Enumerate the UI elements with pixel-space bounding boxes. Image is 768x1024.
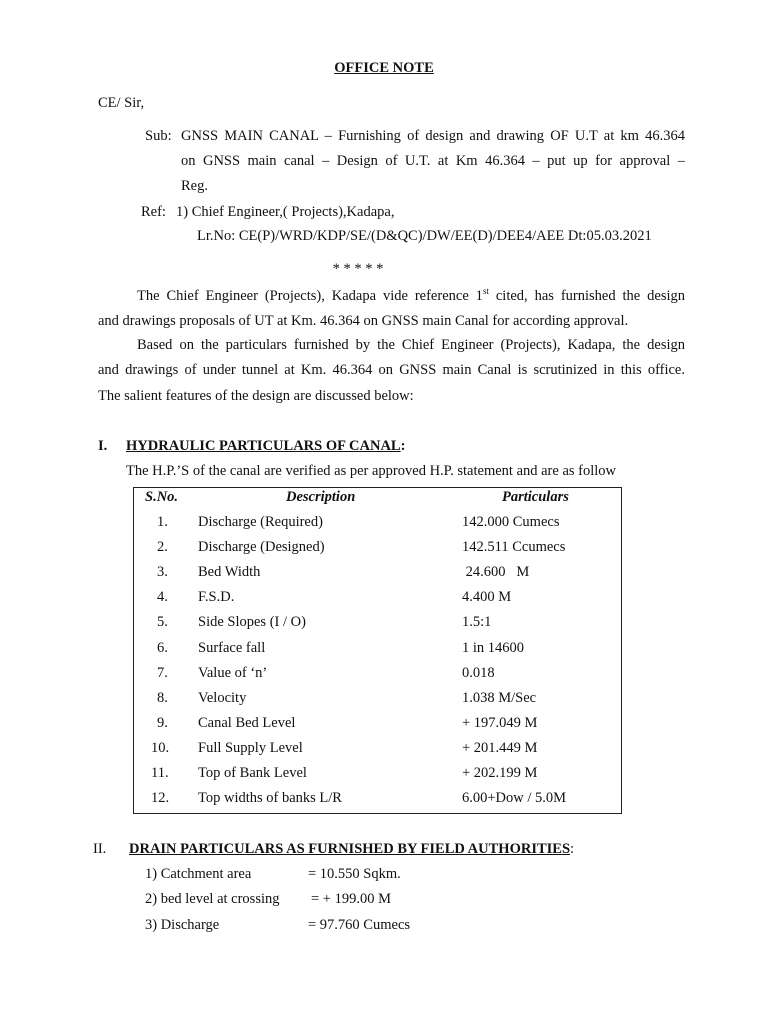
table-cell-sno: 3.: [157, 564, 168, 580]
reference-line-1: 1) Chief Engineer,( Projects),Kadapa,: [176, 204, 395, 220]
subject-label: Sub:: [145, 128, 172, 144]
table-cell-sno: 11.: [151, 765, 169, 781]
table-header-sno: S.No.: [145, 489, 179, 505]
drain-item-2-value: = + 199.00 M: [311, 891, 391, 907]
section-2-number: II.: [93, 841, 107, 857]
drain-item-2-label: 2) bed level at crossing: [145, 891, 280, 907]
table-cell-particulars: 1 in 14600: [462, 640, 525, 656]
table-cell-sno: 1.: [157, 514, 168, 530]
table-header-particulars: Particulars: [502, 489, 569, 505]
table-header-description: Description: [286, 489, 356, 505]
table-cell-sno: 2.: [157, 539, 168, 555]
table-cell-particulars: + 201.449 M: [462, 740, 538, 756]
section-1-number: I.: [98, 438, 108, 454]
table-cell-description: Full Supply Level: [198, 740, 303, 756]
paragraph-1-line-1: The Chief Engineer (Projects), Kadapa vide reference 1st cited, has furnished the design: [137, 286, 686, 304]
table-cell-description: Top widths of banks L/R: [198, 790, 342, 806]
subject-line-1: GNSS MAIN CANAL – Furnishing of design and drawing OF U.T at km 46.364: [181, 128, 685, 144]
table-cell-particulars: + 202.199 M: [462, 765, 538, 781]
salutation: CE/ Sir,: [98, 95, 145, 111]
page-title: OFFICE NOTE: [334, 60, 434, 76]
table-cell-sno: 7.: [157, 665, 168, 681]
table-cell-particulars: + 197.049 M: [462, 715, 538, 731]
table-cell-description: Discharge (Required): [198, 514, 323, 530]
section-1-intro: The H.P.’S of the canal are verified as per approved H.P. statement and are as follow: [126, 463, 617, 479]
reference-label: Ref:: [141, 204, 166, 220]
paragraph-2-line-3: The salient features of the design are discussed below:: [98, 388, 414, 404]
table-cell-description: Side Slopes (I / O): [198, 614, 306, 630]
table-cell-sno: 12.: [151, 790, 170, 806]
drain-item-3-label: 3) Discharge: [145, 917, 220, 933]
paragraph-1-line-2: and drawings proposals of UT at Km. 46.364 on GNSS main Canal for according approval.: [98, 313, 629, 329]
table-cell-description: Discharge (Designed): [198, 539, 325, 555]
table-cell-sno: 9.: [157, 715, 168, 731]
table-cell-particulars: 1.5:1: [462, 614, 492, 630]
section-2-heading: DRAIN PARTICULARS AS FURNISHED BY FIELD AUTHORITIES:: [129, 841, 575, 857]
table-cell-particulars: 0.018: [462, 665, 495, 681]
section-1-heading: HYDRAULIC PARTICULARS OF CANAL:: [126, 438, 406, 454]
table-cell-particulars: 24.600 M: [462, 564, 530, 580]
table-cell-particulars: 1.038 M/Sec: [462, 690, 537, 706]
reference-line-2: Lr.No: CE(P)/WRD/KDP/SE/(D&QC)/DW/EE(D)/DEE4/AEE Dt:05.03.2021: [197, 228, 652, 244]
paragraph-2-line-1: Based on the particulars furnished by the Chief Engineer (Projects), Kadapa, the design: [137, 337, 685, 353]
table-cell-description: Canal Bed Level: [198, 715, 296, 731]
table-cell-description: Surface fall: [198, 640, 266, 656]
subject-line-3: Reg.: [181, 178, 208, 194]
table-cell-description: Velocity: [198, 690, 247, 706]
separator-stars: * * * * *: [332, 261, 384, 277]
table-cell-sno: 4.: [157, 589, 168, 605]
table-cell-particulars: 142.000 Cumecs: [462, 514, 560, 530]
table-cell-particulars: 6.00+Dow / 5.0M: [462, 790, 567, 806]
table-cell-sno: 5.: [157, 614, 168, 630]
table-cell-particulars: 142.511 Ccumecs: [462, 539, 566, 555]
table-cell-description: F.S.D.: [198, 589, 235, 605]
table-cell-description: Bed Width: [198, 564, 261, 580]
paragraph-2-line-2: and drawings of under tunnel at Km. 46.364 on GNSS main Canal is scrutinized in this office.: [98, 362, 685, 378]
table-cell-sno: 10.: [151, 740, 170, 756]
drain-item-3-value: = 97.760 Cumecs: [308, 917, 411, 933]
table-cell-sno: 8.: [157, 690, 168, 706]
table-cell-particulars: 4.400 M: [462, 589, 512, 605]
subject-line-2: on GNSS main canal – Design of U.T. at Km 46.364 – put up for approval –: [181, 153, 685, 169]
table-cell-sno: 6.: [157, 640, 168, 656]
table-cell-description: Value of ‘n’: [198, 665, 268, 681]
table-cell-description: Top of Bank Level: [198, 765, 307, 781]
drain-item-1-label: 1) Catchment area: [145, 866, 252, 882]
drain-item-1-value: = 10.550 Sqkm.: [308, 866, 401, 882]
